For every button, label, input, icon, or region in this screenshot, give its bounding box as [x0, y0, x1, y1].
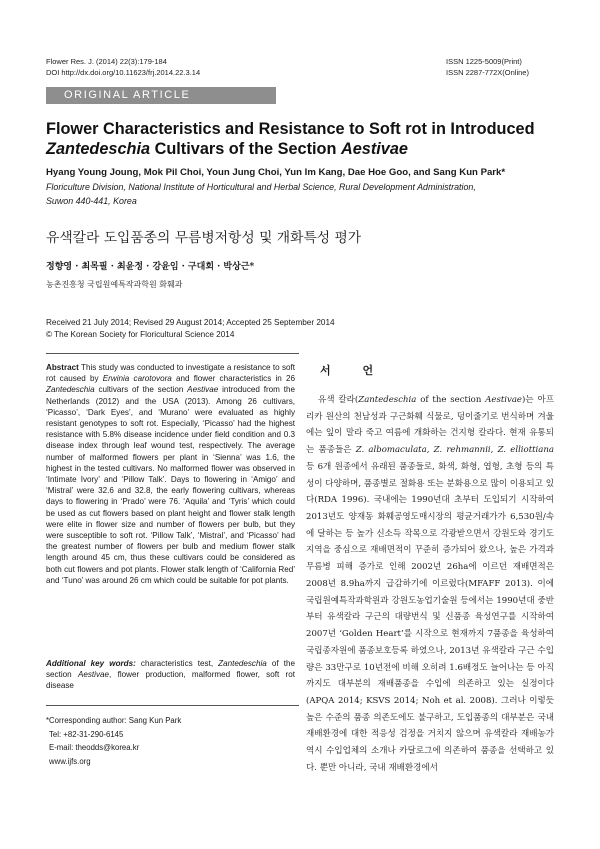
article-type-banner [46, 87, 276, 104]
corresponding-author: *Corresponding author: Sang Kun Park [46, 716, 182, 725]
copyright-line: © The Korean Society for Floricultural Science 2014 [46, 330, 235, 339]
keywords-genus: Zantedeschia [218, 659, 267, 668]
title-section: Aestivae [340, 140, 408, 158]
intro-species: Z. albomaculata [355, 445, 427, 456]
korean-title: 유색칼라 도입품종의 무름병저항성 및 개화특성 평가 [46, 230, 362, 246]
intro-genus: Zantedeschia [358, 395, 417, 405]
abstract [46, 362, 295, 586]
intro-species: Z. rehmannii [433, 445, 491, 456]
introduction-heading: 서 언 [320, 364, 388, 377]
intro-species: Z. elliottiana [497, 445, 554, 456]
abstract-text: This study was conducted to investigate a resistance to soft rot caused by [46, 363, 295, 384]
introduction-body [306, 392, 554, 777]
abstract-top-rule [46, 353, 299, 354]
article-dates [46, 317, 335, 341]
issn-online: ISSN 2287-772X(Online) [446, 68, 529, 77]
keywords-section: Aestivae [77, 670, 110, 680]
title-line-1: Flower Characteristics and Resistance to Soft rot in Introduced [46, 120, 535, 138]
abstract-text: cultivars of the section [94, 385, 188, 395]
article-title [46, 119, 566, 159]
intro-text: of the section [416, 395, 486, 405]
title-genus: Zantedeschia [46, 140, 151, 158]
keywords-text: characteristics test, [135, 659, 219, 668]
title-line-2 [46, 139, 566, 159]
affiliation-line-2: Suwon 440-441, Korea [46, 195, 137, 206]
abstract-genus: Zantedeschia [46, 385, 95, 395]
abstract-label: Abstract [46, 363, 79, 372]
intro-section: Aestivae [485, 395, 522, 405]
title-connector: Cultivars of the Section [150, 140, 341, 158]
author-email: E-mail: theodds@korea.kr [49, 743, 140, 753]
correspondence-footnote [46, 714, 299, 768]
received-dates: Received 21 July 2014; Revised 29 August 2014; Accepted 25 September 2014 [46, 318, 335, 327]
affiliation [46, 181, 571, 208]
abstract-section: Aestivae [187, 385, 219, 395]
abstract-text: introduced from the Netherlands (2012) and the USA (2013). Among 26 cultivars, ‘Picasso’, ‘Dark Eyes’, and ‘Murano’ were evaluated as highly resistant genotypes to soft rot. Especially, ‘Picasso’ had the highest resistance with 5.8% disease incidence under field condition and 0.3 disease index through leaf wound test, respectively. The average number of malformed flowers per plant in ‘Sienna’ was 1.6, the highest in the tested cultivars. No malformed flower was observed in ‘Intimate Ivory’ and ‘Pillow Talk’. Days to flowering in ‘Amigo’ and ‘Mistral’ were 32.6 and 32.8, the early flowering cultivars, whereas days to flowering in ‘Prado’ were 76. ‘Aquila’ and ‘Tyris’ which could be used as cut flowers based on plant height and flower stalk length were elite in flower size and number of flowers per bulb, but they were susceptible to soft rot. ‘Pillow Talk’, ‘Mistral’, and ‘Picasso’ had the greatest number of flowers per bulb and medium flower stalk length around 45 cm, thus these cultivars could be considered as both cut flowers and pot plants. Flower stalk length of ‘California Red’ and ‘Tuno’ was around 26 cm which could be suitable for pot plants. [46, 385, 295, 585]
footnote-rule [46, 705, 299, 706]
intro-text: , [426, 445, 434, 456]
korean-author-list: 정향영 · 최목필 · 최윤정 · 강윤임 · 구대회 · 박상근* [46, 262, 255, 272]
journal-citation: Flower Res. J. (2014) 22(3):179-184 [46, 57, 167, 66]
keywords [46, 658, 295, 692]
issn-print: ISSN 1225-5009(Print) [446, 57, 522, 66]
author-phone: Tel: +82-31-290-6145 [49, 729, 124, 739]
article-type-label: ORIGINAL ARTICLE [64, 89, 191, 101]
intro-text: , [490, 445, 498, 456]
keywords-label: Additional key words: [46, 659, 136, 668]
doi-line: DOI http://dx.doi.org/10.11623/frj.2014.22.3.14 [46, 68, 201, 77]
journal-website: www.ijfs.org [49, 756, 91, 766]
intro-text: )는 아프리카 원산의 천남성과 구근화훼 식물로, 덩이줄기로 번식하며 겨울에는 잎이 말라 죽고 여름에 개화하는 건지형 칼라다. 현재 유통되는 품종들은 [306, 395, 554, 456]
author-list: Hyang Young Joung, Mok Pil Choi, Youn Jung Choi, Yun Im Kang, Dae Hoe Goo, and Sang Kun Park* [46, 167, 506, 178]
abstract-text: and flower characteristics in 26 [171, 374, 295, 384]
keywords-text: of the section [46, 659, 295, 680]
intro-text: 유색 칼라( [318, 395, 359, 405]
korean-affiliation: 농촌진흥청 국립원예특작과학원 화훼과 [46, 280, 183, 289]
introduction-paragraph [306, 392, 554, 777]
abstract-pathogen: Erwinia carotovora [102, 374, 172, 384]
affiliation-line-1: Floriculture Division, National Institute of Horticultural and Herbal Science, Rural Development Administration, [46, 182, 476, 192]
intro-text: 등 6개 원종에서 유래된 품종들로, 화색, 화형, 엽형, 초형 등의 특성이 다양하며, 품종별로 절화용 또는 분화용으로 많이 이용되고 있다(RDA 1996). 국내에는 1990년대 초부터 도입되기 시작하여 2013년도 양재동 화훼공영도매시장의 평균거래가가 6,530원/속에 달하는 등 높가 신소득 작목으로 각광받으면서 강원도와 경기도 지역을 중심으로 재배면적이 꾸준히 증가되어 왔으나, 높은 가격과 무름병 피해 증가로 인해 2002년 26ha에 이르던 재배면적은 2008년 8.9ha까지 급감하기에 이르렀다(MFAFF 2013). 이에 국립원예특작과학원과 강원도농업기술원 등에서는 1990년대 중반부터 유색칼라 구근의 대량번식 및 신품종 육성연구를 시작하여 2007년 ‘Golden Heart’를 시작으로 현재까지 7품종을 육성하여 국립종자원에 품종보호등록 하였으나, 2013년 유색칼라 구근 수입량은 33만구로 10년전에 비해 오히려 1.6배정도 늘어나는 등 아직까지도 대부분의 재배품종을 수입에 의존하고 있는 실정이다(APQA 2014; KSVS 2014; Noh et al. 2008). 그러나 이렇듯 높은 수준의 품종 의존도에도 불구하고, 도입품종의 대부분은 국내 재배환경에 대한 적응성 검정을 거치지 않으며 유색칼라 재배농가 역시 수입업체의 소개나 카달로그에 의존하여 품종을 선택하고 있다. 뿐만 아니라, 국내 재배환경에서 [306, 461, 554, 773]
keywords-text: , flower production, malformed flower, soft rot disease [46, 670, 295, 691]
